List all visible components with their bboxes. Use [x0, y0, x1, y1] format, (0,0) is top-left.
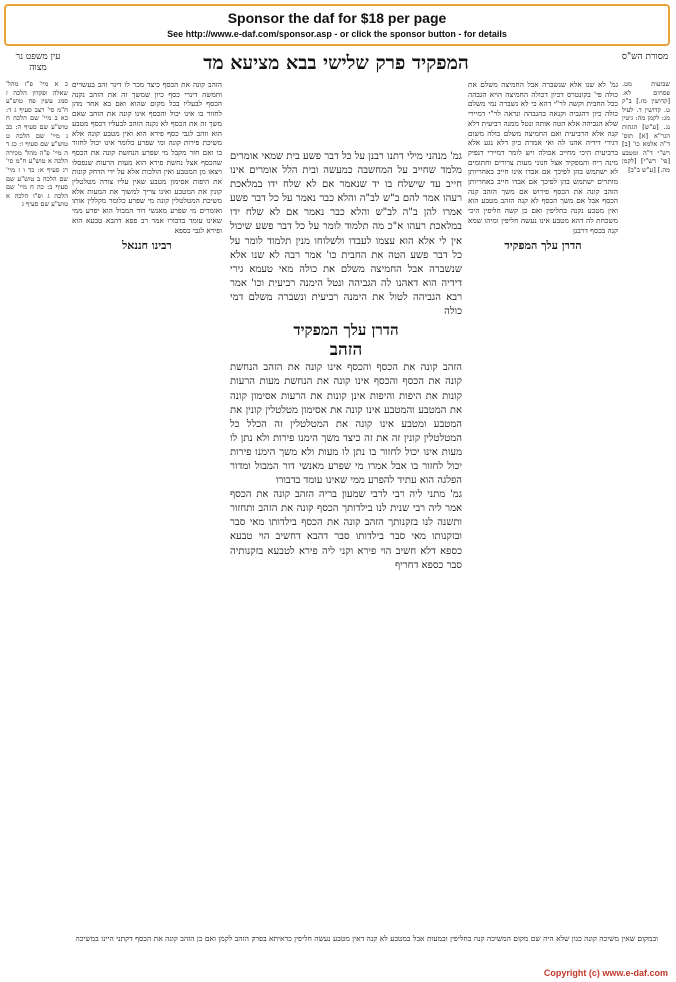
gemara-text-2: גמ' מתני ליה רבי לרבי שמעון בריה הזהב קונה את הכסף אמר ליה רבי שנית לנו בילדותך הכסף קונה את הזהב ותחזור ותשנה לנו בזקנותך הזהב קונה את הכסף בילדותו מאי סבר ובזקנותו מאי סבר בילדותו סבר דהבא דחשיב הוי טבעא כספא דלא חשיב הוי פירא וקני ליה פירא לטבעא בזקנותיה סבר כספא דחריף	[230, 489, 462, 571]
hadran-title: הדרן עלך המפקיד	[293, 321, 399, 340]
sponsor-banner-title[interactable]: Sponsor the daf for $18 per page	[227, 10, 447, 26]
ein-mishpat-header: עין משפט נר מצוה	[15, 52, 61, 73]
mishna-head: הזהב	[329, 340, 363, 361]
footer-commentary: ובמקום שאין משיכה קונה כגון שלא היה שם מקום המשיכה קנה בחליפין ובמעות אבל במטבע לא קנה דאין מטבע נעשה חליפין כדאיתא בפרק הזהב לקמן ואם כן הזהב קונה את הכסף דקתני היינו במשיכה	[75, 934, 658, 943]
rabbenu-chananel-title: רבינו חננאל	[122, 239, 172, 253]
tosafot-hadran-label: הדרן עלך המפקיד	[504, 239, 582, 253]
tosafot-text: גמ' לא שנו אלא שנשברה אבל החמיצה משלם את כולה פי' בקונטרס דכיון דכולה החמיצה הויא הגבהה ככל החבית וקשה לר"י דהא כי לא נשברה נמי משלם כולה כיון דהגביה וקנאה בהגבהה ונראה לר"י דמיירי שלא הגביהה אלא הטה אותה ונטל ממנה רביעית דלא קנה אלא הרביעית ואם החמיצה משלם כולה משום דגירי דידיה אהנו לה ואי אמרת כיון דלא נגע אלא ברביעית היכי מחייב אכולה ויש לומר דמיירי דנפיק מינה ריח והמפקיד אצל חנוני מעות צרורים וחתומים לא ישתמש בהן לפיכך אם אבדו אינו חייב באחריותן מותרים ישתמש בהן לפיכך אם אבדו חייב באחריותן הזהב קונה את הכסף פירוש אם משך הזהב קנה הכסף אבל אם משך הכסף לא קנה הזהב מטבע הוא ואין מטבע נקנה בחליפין ואם כן קשה חליפין היכי משכחת לה דהא מטבע אינו נעשה חליפין ומיהו שמא קנה בכסף דרבנן	[468, 80, 618, 235]
mesoret-hashas-column: שבועות מט. פסחים לא. [קדושין מז.] ב"ק ט. קדושין ד. לעיל מג: לקמן מה: גיטין נג. [ע"ש] הגהות הגר"א [א] תוס' ד"ה אלמא כו' [ב] רש"י ד"ה ומטבע [פי' רש"י] [לקמן מה.] [ע"ש ב"ב]	[622, 80, 670, 174]
talmud-page	[6, 50, 670, 966]
rashi-text: הזהב קונה את הכסף כיצד מכר לו דינר זהב בעשרים וחמשה דינרי כסף כיון שמשך זה את הזהב נקנה הכסף לבעליו בכל מקום שהוא ואם בא אחד מהן לחזור בו אינו יכול והכסף אינו קונה את הזהב שאם משך זה את הכסף לא נקנה הזהב לבעליו דכסף מטבע הוא וזהב לגבי כסף פירא הוא ואין מטבע קונה אלא משיכת פירות קונה ומי שפרע כלומר אינו יכול לחזור בו ואם חזר מקבל מי שפרע הנחשת קונה את הכסף שהכסף אצל נחשת פירא הוא מעות הרעות שנפסלו ויצאו מן המטבע ואין הולכות אלא על ידי הדחק קונות את היפות אסימון מטבע שאין עליו צורה מטלטלין קונין את המטבע ואינו צריך למשוך את המעות אלא משיכת המטלטלין קונה מי שפרע כלומר מקללין אותו ואומרים מי שפרע מאנשי דור המבול הוא יפרע ממי שאינו עומד בדבורו אמר רב פפא דהבא טבעא הוא ופירא לגבי כספא	[72, 80, 222, 235]
sponsor-banner-subtitle[interactable]: See http://www.e-daf.com/sponsor.asp - or click the sponsor button - for details	[167, 29, 507, 39]
mishna-text: הזהב קונה את הכסף והכסף אינו קונה את הזהב הנחשת קונה את הכסף והכסף אינו קונה את הנחשת מעות הרעות קונות את היפות והיפות אינן קונות את הרעות אסימון קונה את המטבע והמטבע אינו קונה את אסימון מטלטלין קונין את המטבע ומטבע אינו קונה את המטלטלין זה הכלל כל המטלטלין קונין זה את זה כיצד משך הימנו פירות ולא נתן לו מעות אינו יכול לחזור בו נתן לו מעות ולא משך הימנו פירות יכול לחזור בו אבל אמרו מי שפרע מאנשי דור המבול ומדור הפלגה הוא עתיד להפרע ממי שאינו עומד בדבורו	[230, 362, 462, 487]
gemara-column	[230, 150, 462, 890]
copyright-notice: Copyright (c) www.e-daf.com	[543, 968, 668, 978]
tosafot-column	[468, 80, 618, 960]
ein-mishpat-column: כ א מיי' פ"ז מהל' שאלה ופקדון הלכה ז סמג עשין פח טוש"ע ח"מ סי' רצב סעיף ג ד: כא ב מיי' שם הלכה ח טוש"ע שם סעיף ה: כב ג מיי' שם הלכה ט טוש"ע שם סעיף ו: כג ד ה מיי' פ"ה מהל' מכירה הלכה א טוש"ע ח"מ סי' רג סעיף א: כד ו ז מיי' שם הלכה ב טוש"ע שם סעיף ב: כה ח מיי' שם הלכה ג ופ"ו הלכה א טוש"ע שם סעיף ג	[6, 80, 68, 209]
mesoret-hashas-header: מסורת הש"ס	[621, 52, 669, 62]
sponsor-banner[interactable]	[4, 4, 670, 46]
rashi-column	[72, 80, 222, 960]
page-header-title: המפקיד פרק שלישי בבא מציעא מד	[203, 52, 469, 74]
gemara-text-1: גמ' מנהני מילי דתנו רבנן על כל דבר פשע בית שמאי אומרים מלמד שחייב על המחשבה כמעשה ובית הלל אומרים אינו חייב עד שישלח בו יד שנאמר אם לא שלח ידו במלאכת רעהו אמר להם ב"ש לב"ה והלא כבר נאמר על כל דבר פשע אמרו להן ב"ה לב"ש והלא כבר נאמר אם לא שלח ידו במלאכת רעהו א"כ מה תלמוד לומר על כל דבר פשע שיכול אין לי אלא הוא עצמו לעבדו ולשלוחו מנין תלמוד לומר על כל דבר פשע הטה את החבית כו' אמר רבה לא שנו אלא שנשברה אבל החמיצה משלם את כולה מאי טעמא גירי דידיה הוא דאהנו לה הגביהה ונטל הימנה רביעית וכו' אמר רבא הגביהה לטול את הימנה רביעית ונשברה משלם דמי כולה	[230, 151, 462, 318]
